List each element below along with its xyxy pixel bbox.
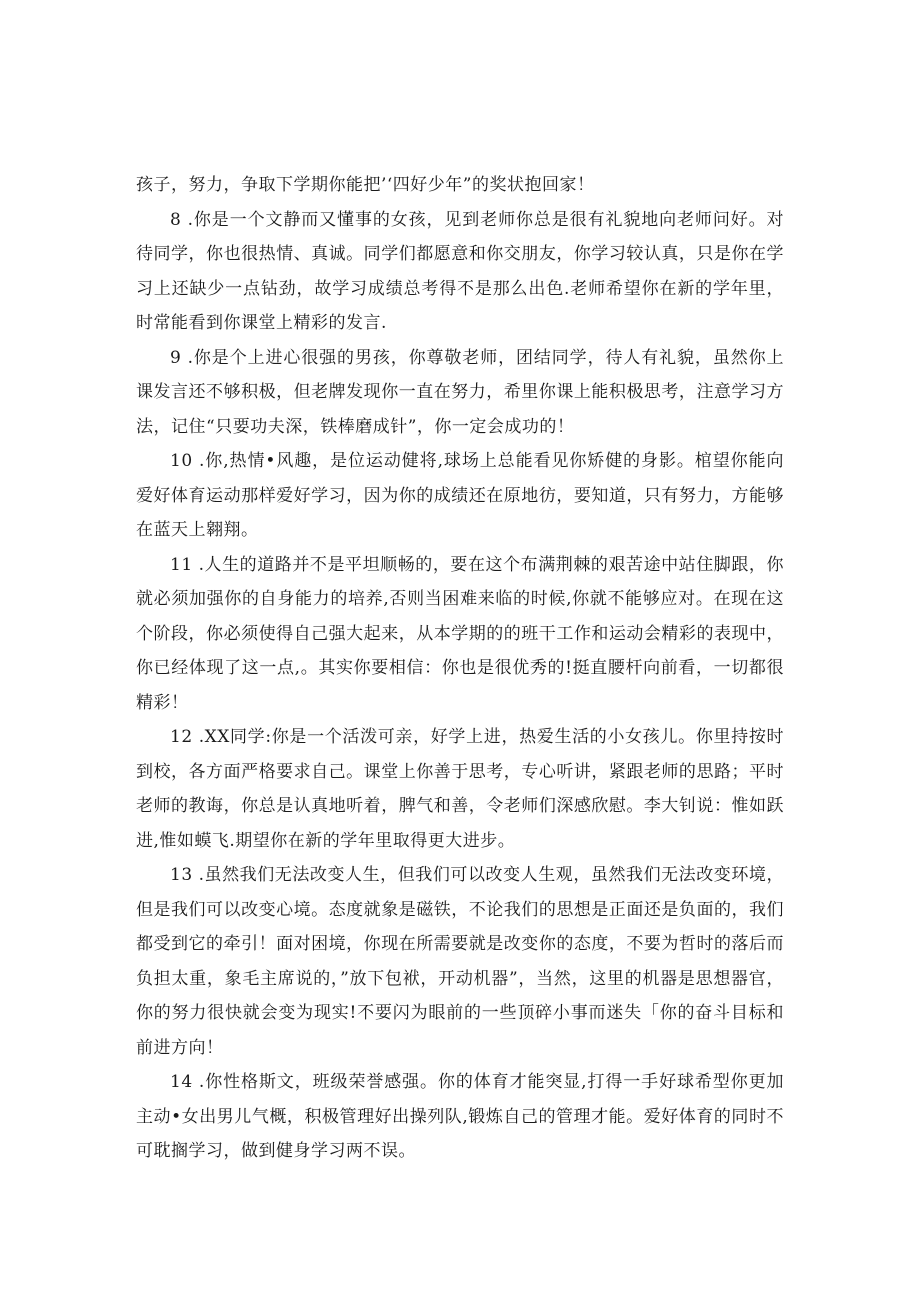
paragraph-comment-8: 8 .你是一个文静而又懂事的女孩，见到老师你总是很有礼貌地向老师问好。对待同学，你也很热情、真诚。同学们都愿意和你交朋友，你学习较认真，只是你在学习上还缺少一点钻劲，故学习成绩总考得不是那么出色.老师希望你在新的学年里，时常能看到你课堂上精彩的发言. [136, 209, 784, 333]
paragraph-continuation: 孩子，努力，争取下学期你能把’‘四好少年”的奖状抱回家！ [136, 175, 595, 195]
paragraph-comment-12: 12 .XX同学:你是一个活泼可亲，好学上进，热爱生活的小女孩儿。你里持按时到校，各方面严格要求自己。课堂上你善于思考，专心听讲，紧跟老师的思路；平时老师的教诲，你总是认真地听着，脾气和善，令老师们深感欣慰。李大钊说：惟如跃进,惟如蟆飞.期望你在新的学年里取得更大进步。 [136, 727, 784, 851]
paragraph-comment-14: 14 .你性格斯文，班级荣誉感强。你的体育才能突显,打得一手好球希型你更加主动•女出男儿气概，积极管理好出操列队,锻炼自己的管理才能。爱好体育的同时不可耽搁学习，做到健身学习两不误。 [136, 1072, 784, 1161]
paragraph-comment-11: 11 .人生的道路并不是平坦顺畅的，要在这个布满荆棘的艰苦途中站住脚跟，你就必须加强你的自身能力的培养,否则当困难来临的时候,你就不能够应对。在现在这个阶段，你必须使得自己强大起来，从本学期的的班干工作和运动会精彩的表现中，你已经体现了这一点,。其实你要相信：你也是很优秀的!挺直腰杆向前看，一切都很精彩！ [136, 554, 784, 713]
paragraph-comment-10: 10 .你,热情•风趣，是位运动健将,球场上总能看见你矫健的身影。棺望你能向爱好体育运动那样爱好学习，因为你的成绩还在原地彷，要知道，只有努力，方能够在蓝天上翱翔。 [136, 451, 784, 540]
document-body [136, 168, 784, 1169]
paragraph-comment-13: 13 .虽然我们无法改变人生，但我们可以改变人生观，虽然我们无法改变环境，但是我们可以改变心境。态度就象是磁铁，不论我们的思想是正面还是负面的，我们都受到它的牵引！面对困境，你现在所需要就是改变你的态度，不要为哲时的落后而负担太重，象毛主席说的，”放下包袱，开动机器”，当然，这里的机器是思想器官，你的努力很快就会变为现实!不要闪为眼前的一些顶碎小事而迷失「你的奋斗目标和前进方向！ [136, 865, 784, 1058]
paragraph-comment-9: 9 .你是个上进心很强的男孩，你尊敬老师，团结同学，待人有礼貌，虽然你上课发言还不够积极，但老牌发现你一直在努力，希里你课上能积极思考，注意学习方法，记住“只要功夫深，铁棒磨成针”，你一定会成功的！ [136, 347, 784, 437]
